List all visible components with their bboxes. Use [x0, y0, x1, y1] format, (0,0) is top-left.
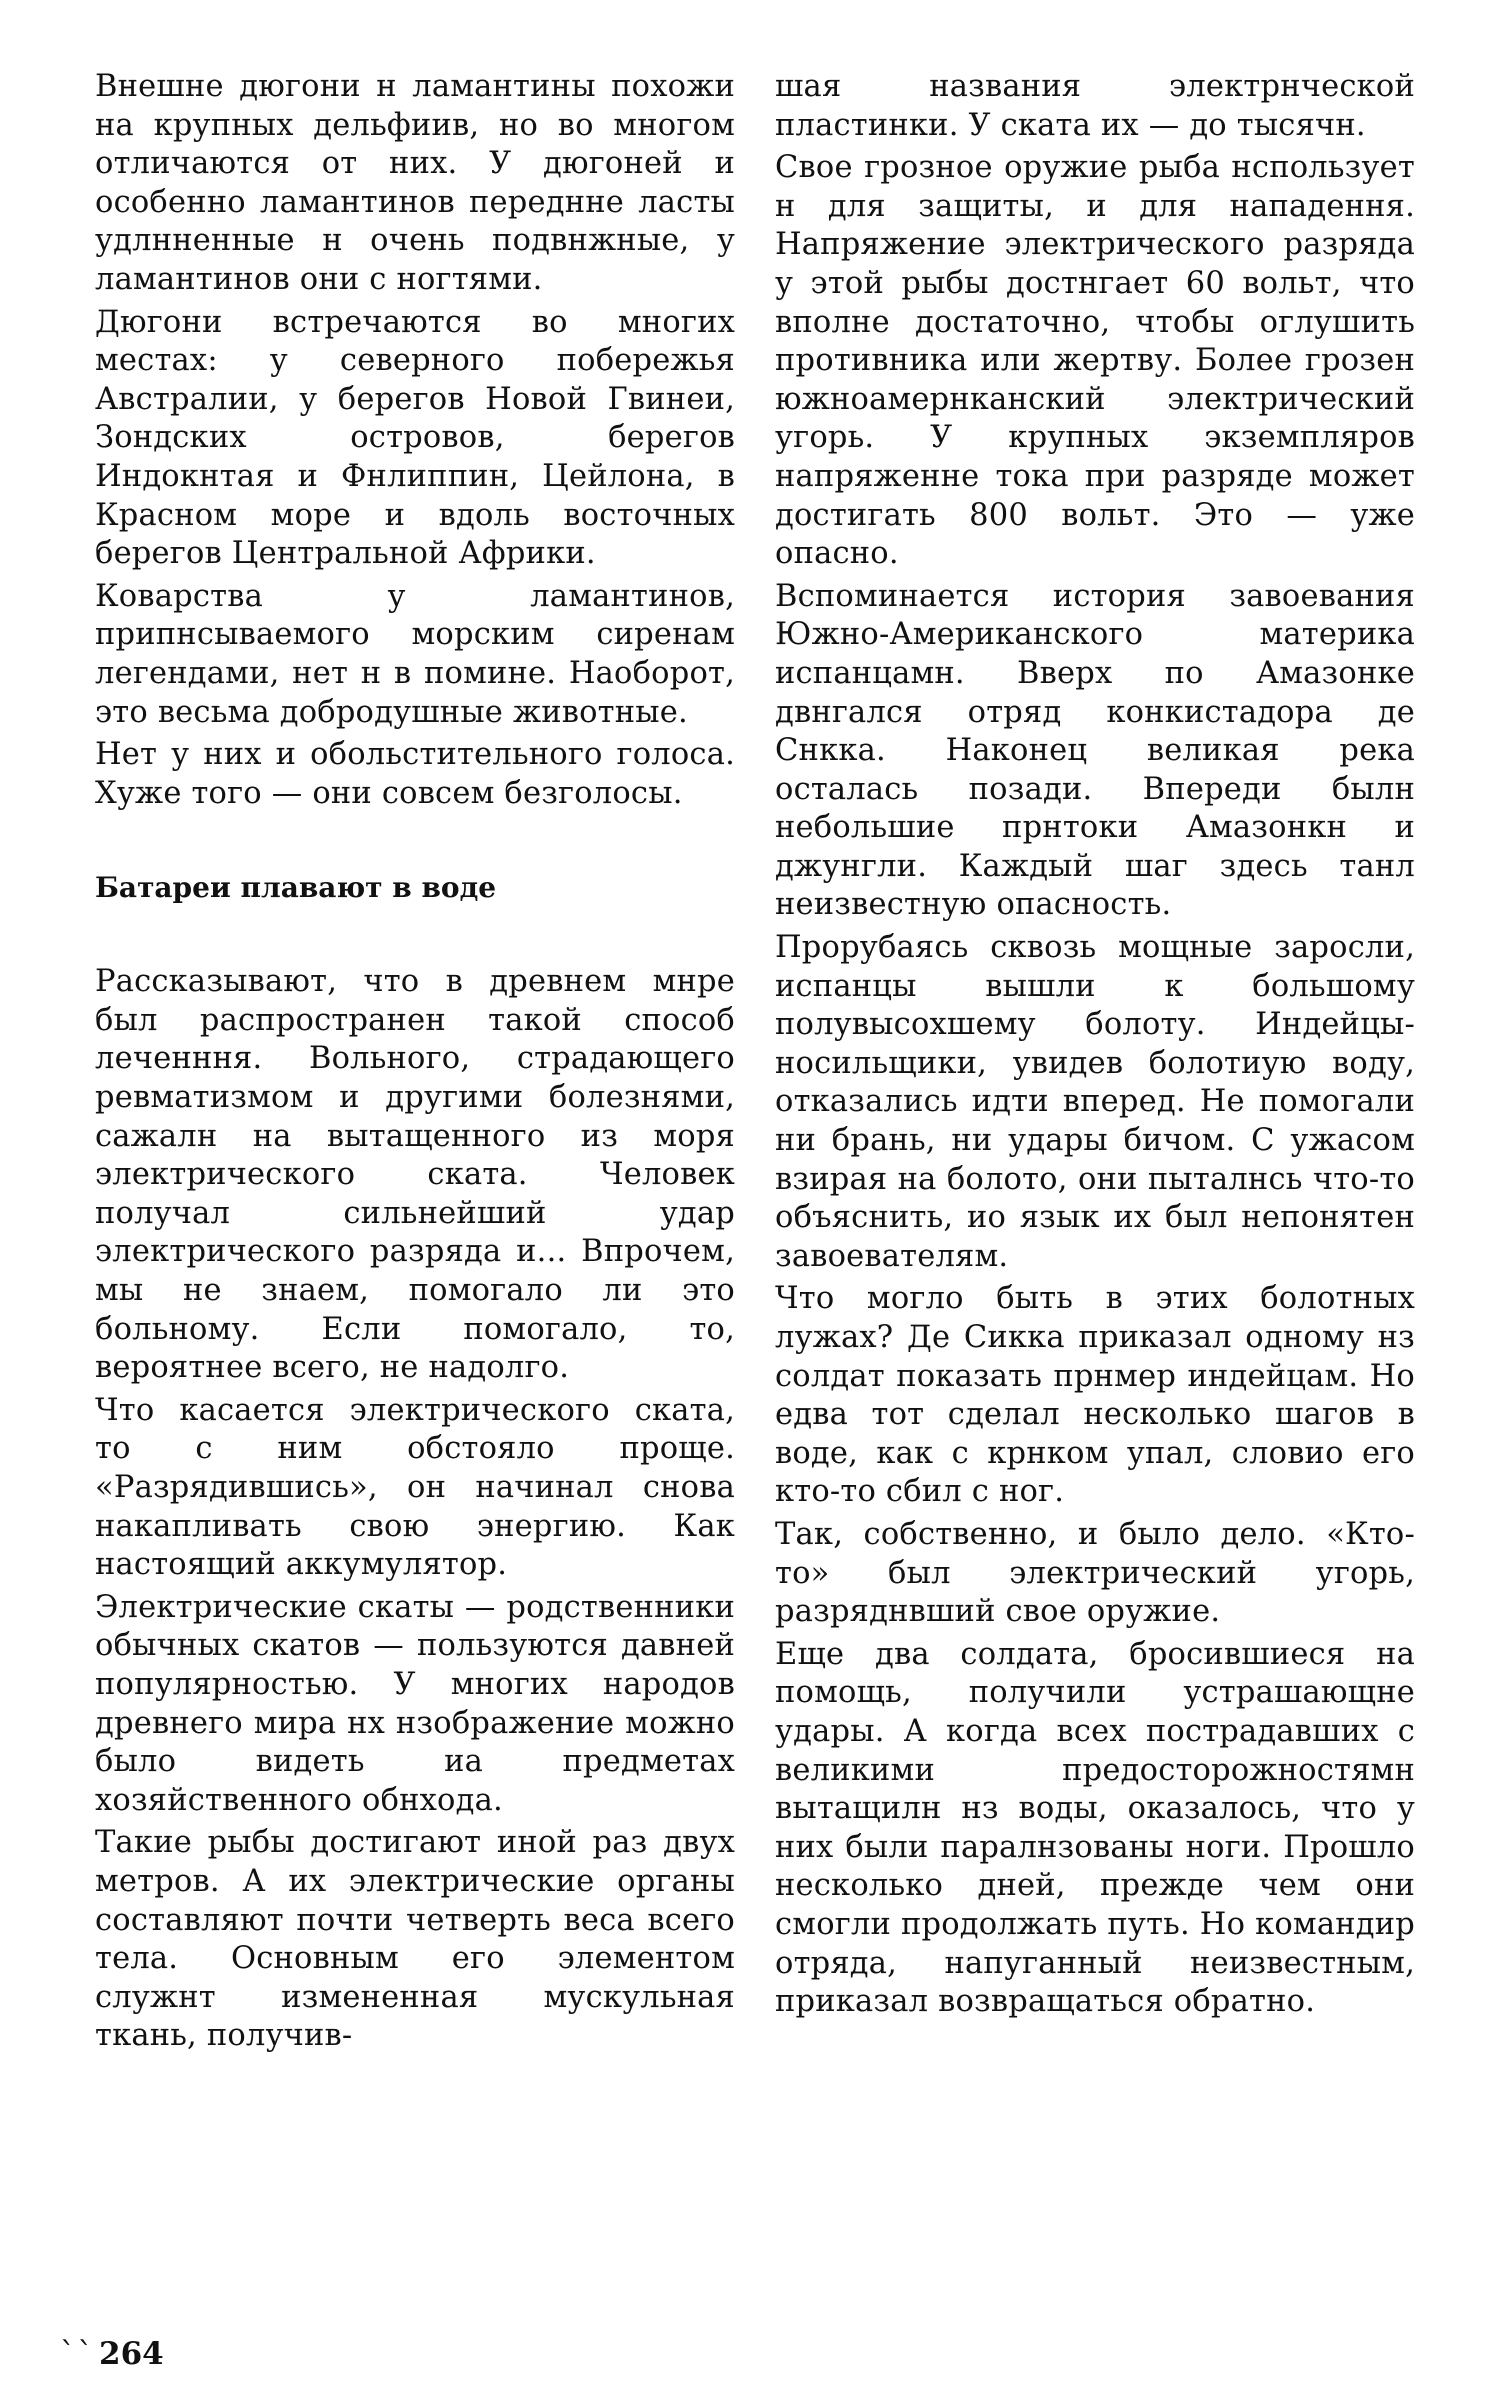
paragraph: Что касается электрического ската, то с ним обстояло проще. «Разрядившись», он начинал снова накапливать свою энергию. Как настоящий аккумулятор. [95, 1392, 735, 1583]
paragraph: Вспоминается история завоевания Южно-Американского материка испанцамн. Вверх по Амазонке двнгался отряд конкистадора де Снкка. Наконец великая река осталась позади. Впереди былн небольшие прнтоки Амазонкн и джунгли. Каждый шаг здесь танл неизвестную опасность. [775, 578, 1415, 923]
page-number-value: 264 [99, 2336, 164, 2372]
paragraph: Рассказывают, что в древнем мнре был распространен такой способ леченння. Вольного, страдающего ревматизмом и другими болезнями, сажалн на вытащенного из моря электрического ската. Человек получал сильнейший удар электрического разряда и... Впрочем, мы не знаем, помогало ли это больному. Если помогало, то, вероятнее всего, не надолго. [95, 964, 735, 1386]
paragraph: Так, собственно, и было дело. «Кто-то» был электрический угорь, разряднвший свое оружие. [775, 1516, 1415, 1630]
paragraph: Такие рыбы достигают иной раз двух метров. А их электрические органы составляют почти четверть веса всего тела. Основным его элементом служнт измененная мускульная ткань, получив- [95, 1825, 735, 2054]
paragraph: Электрические скаты — родственники обычных скатов — пользуются давней популярностью. У многих народов древнего мира нх нзображение можно было видеть иа предметах хозяйственного обнхода. [95, 1589, 735, 1818]
paragraph: Дюгони встречаются во многих местах: у северного побережья Австралии, у берегов Новой Гвинеи, Зондских островов, берегов Индокнтая и Фнлиппин, Цейлона, в Красном море и вдоль восточных берегов Центральной Африки. [95, 304, 735, 572]
right-column [775, 68, 1415, 2026]
paragraph: Нет у них и обольстительного голоса. Хуже того — они совсем безголосы. [95, 737, 735, 811]
paragraph: Еще два солдата, бросившиеся на помощь, получили устрашающне удары. А когда всех пострадавших с великими предосторожностямн вытащилн нз воды, оказалось, что у них были паралнзованы ноги. Прошло несколько дней, прежде чем они смогли продолжать путь. Но командир отряда, напуганный неизвестным, приказал возвращаться обратно. [775, 1636, 1415, 2020]
paragraph: Что могло быть в этих болотных лужах? Де Сикка приказал одному нз солдат показать прнмер индейцам. Но едва тот сделал несколько шагов в воде, как с крнком упал, словио его кто-то сбил с ног. [775, 1281, 1415, 1510]
paragraph: шая названия электрнческой пластинки. У ската их — до тысячн. [775, 69, 1415, 143]
paragraph: Прорубаясь сквозь мощные заросли, испанцы вышли к большому полувысохшему болоту. Индейцы-носильщики, увидев болотиую воду, отказались идти вперед. Не помогали ни брань, ни удары бичом. С ужасом взирая на болото, они пыталнсь что-то объяснить, ио язык их был непонятен завоевателям. [775, 930, 1415, 1274]
left-column [95, 68, 735, 2060]
scan-marks: `` [60, 2336, 95, 2372]
paragraph: Свое грозное оружие рыба нспользует н для защиты, и для нападення. Напряжение электрического разряда у этой рыбы достнгает 60 вольт, что вполне достаточно, чтобы оглушить противника или жертву. Более грозен южноамернканский электрический угорь. У крупных экземпляров напряженне тока при разряде может достигать 800 вольт. Это — уже опасно. [775, 150, 1415, 572]
page-number [60, 2336, 164, 2372]
paragraph: Коварства у ламантинов, припнсываемого морским сиренам легендами, нет н в помине. Наоборот, это весьма добродушные животные. [95, 578, 735, 730]
paragraph: Внешне дюгони н ламантины похожи на крупных дельфиив, но во многом отличаются от них. У дюгоней и особенно ламантинов переднне ласты удлнненные н очень подвнжные, у ламантинов они с ногтями. [95, 69, 735, 297]
section-heading: Батареи плавают в воде [95, 871, 497, 905]
